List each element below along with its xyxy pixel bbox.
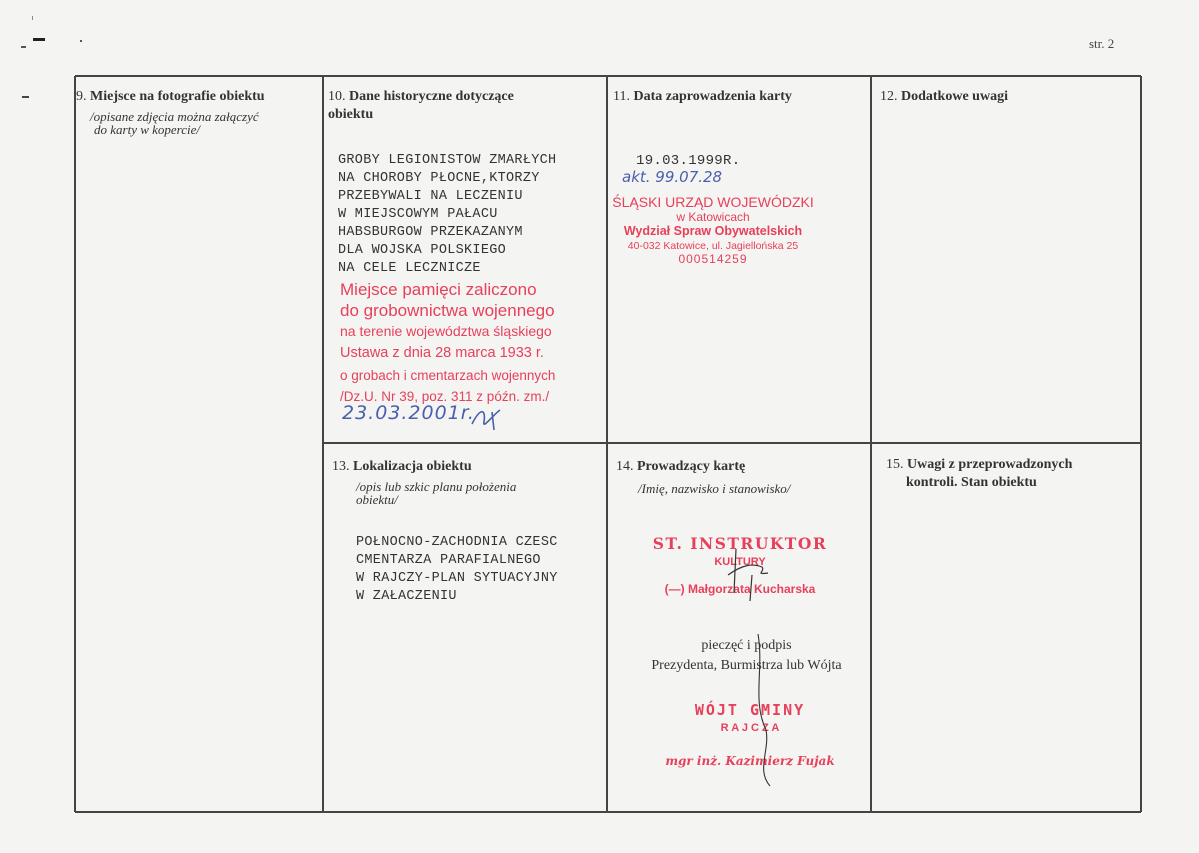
cell-11-title: Data zaprowadzenia karty: [633, 89, 792, 104]
cell-9-title: Miejsce na fotografie obiektu: [90, 89, 265, 104]
cell-photo-place: [76, 88, 316, 136]
cell-9-hint-line: /opisane zdjęcia można załączyć: [90, 109, 259, 124]
war-grave-stamp-line: na terenie województwa śląskiego: [340, 323, 552, 339]
cell-14-header: [616, 458, 871, 476]
instructor-stamp-line: ST. INSTRUKTOR: [652, 534, 828, 553]
cell-13-hint-line: obiektu/: [356, 492, 398, 507]
war-grave-stamp-line: do grobownictwa wojennego: [340, 301, 555, 320]
voivodeship-office-stamp: [605, 194, 821, 266]
cell-12-header: [880, 88, 1130, 106]
card-date-value: 19.03.1999R.: [636, 153, 741, 169]
cell-13-hint-line: /opis lub szkic planu położenia: [356, 479, 517, 494]
war-grave-stamp: [340, 280, 605, 407]
cell-inspection-notes: [886, 456, 1136, 492]
war-grave-stamp-line: o grobach i cmentarzach wojennych: [340, 368, 556, 383]
historical-text-line: W MIEJSCOWYM PAŁACU: [338, 207, 498, 222]
cell-15-number: 15.: [886, 457, 904, 472]
handwritten-date-c10: 23.03.2001r.: [342, 402, 475, 424]
cell-historical-data: [328, 88, 606, 124]
war-grave-stamp-line: Ustawa z dnia 28 marca 1933 r.: [340, 345, 544, 361]
location-text-line: CMENTARZA PARAFIALNEGO: [356, 553, 541, 568]
location-text-line: W RAJCZY-PLAN SYTUACYJNY: [356, 571, 558, 586]
page-number: str. 2: [1089, 36, 1115, 51]
cell-13-hint: [332, 480, 602, 506]
instructor-stamp-line: KULTURY: [714, 556, 766, 568]
cell-11-header: [613, 88, 863, 106]
handwritten-update: akt. 99.07.28: [622, 168, 723, 186]
cell-10-title: obiektu: [328, 107, 374, 122]
cell-9-hint: [76, 110, 316, 136]
historical-text-line: GROBY LEGIONISTOW ZMARŁYCH: [338, 153, 557, 168]
cell-14-hint: /Imię, nazwisko i stanowisko/: [638, 481, 791, 496]
cell-12-number: 12.: [880, 89, 898, 104]
cell-10-number: 10.: [328, 89, 346, 104]
historical-text: [338, 152, 556, 278]
cell-15-title: kontroli. Stan obiektu: [906, 475, 1037, 490]
historical-text-line: PRZEBYWALI NA LECZENIU: [338, 189, 523, 204]
signature-caption-line: pieczęć i podpis: [701, 638, 792, 653]
cell-14-number: 14.: [616, 459, 634, 474]
instructor-stamp-line: (—) Małgorzata Kucharska: [664, 582, 816, 596]
location-text-line: W ZAŁACZENIU: [356, 589, 457, 604]
cell-15-title: Uwagi z przeprowadzonych: [907, 457, 1073, 472]
cell-9-header: [76, 88, 316, 106]
cell-12-title: Dodatkowe uwagi: [901, 89, 1008, 104]
mayor-stamp-line: WÓJT GMINY: [694, 701, 806, 719]
voivodeship-stamp-line: ŚLĄSKI URZĄD WOJEWÓDZKI: [612, 194, 814, 210]
cell-card-date: [613, 88, 863, 106]
cell-location: [332, 458, 602, 506]
cell-13-header: [332, 458, 602, 476]
mayor-stamp-line: R A J C Z A: [720, 722, 780, 734]
cell-13-number: 13.: [332, 459, 350, 474]
voivodeship-stamp-line: w Katowicach: [676, 210, 750, 224]
mayor-stamp-line: mgr inż. Kazimierz Fujak: [665, 754, 835, 768]
cell-10-title: Dane historyczne dotyczące: [349, 89, 514, 104]
historical-text-line: HABSBURGOW PRZEKAZANYM: [338, 225, 523, 240]
signature-flourish-icon: [470, 404, 510, 434]
voivodeship-stamp-line: 40-032 Katowice, ul. Jagiellońska 25: [627, 240, 799, 252]
cell-9-number: 9.: [76, 89, 87, 104]
war-grave-stamp-line: /Dz.U. Nr 39, poz. 311 z późn. zm./: [340, 389, 550, 404]
historical-text-line: DLA WOJSKA POLSKIEGO: [338, 243, 507, 258]
form-table-grid: [74, 75, 1142, 813]
historical-text-line: NA CHOROBY PŁOCNE,KTORZY: [338, 171, 540, 186]
cell-15-header: [886, 456, 1136, 492]
cell-additional-notes: [880, 88, 1130, 106]
mayor-signature-icon: [748, 630, 788, 790]
cell-9-hint-line: do karty w kopercie/: [94, 122, 201, 137]
location-text-line: POŁNOCNO-ZACHODNIA CZESC: [356, 535, 558, 550]
cell-13-title: Lokalizacja obiektu: [353, 459, 472, 474]
keeper-signature-icon: [722, 545, 782, 605]
historical-text-line: NA CELE LECZNICZE: [338, 261, 481, 276]
cell-10-header: [328, 88, 606, 124]
signature-caption: [614, 636, 879, 676]
voivodeship-stamp-line: 000514259: [678, 252, 748, 266]
location-text: [356, 534, 558, 606]
cell-11-number: 11.: [613, 89, 630, 104]
war-grave-stamp-line: Miejsce pamięci zaliczono: [340, 280, 537, 299]
signature-caption-line: Prezydenta, Burmistrza lub Wójta: [651, 658, 842, 673]
cell-14-title: Prowadzący kartę: [637, 459, 746, 474]
cell-card-keeper: [616, 458, 871, 495]
voivodeship-stamp-line: Wydział Spraw Obywatelskich: [623, 224, 803, 238]
